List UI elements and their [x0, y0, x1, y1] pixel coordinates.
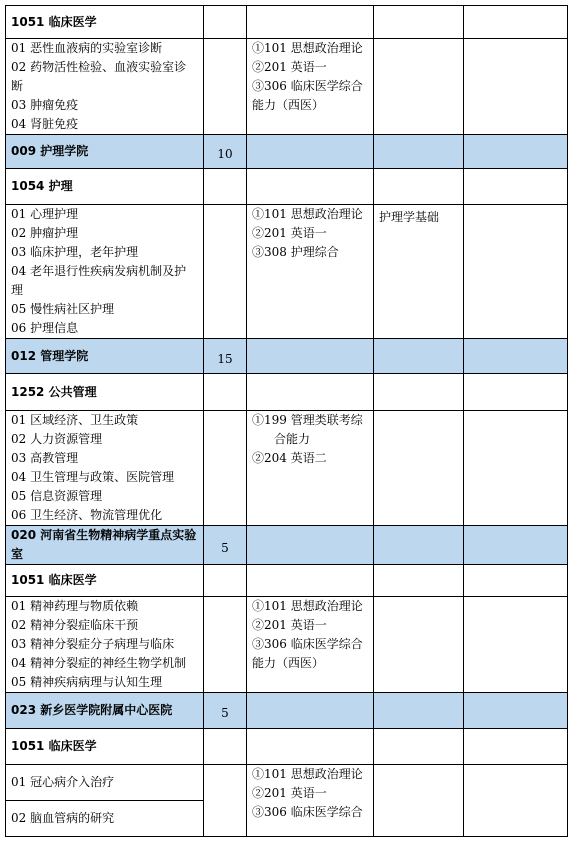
direction-item: 01 区域经济、卫生政策: [11, 413, 139, 427]
college-name: 020 河南省生物精神病学重点实验室: [6, 526, 204, 565]
subject-item: ②201 英语一: [252, 618, 327, 632]
reexam-cell: [374, 169, 464, 205]
enrollment-count: [204, 169, 247, 205]
subject-item: 能力（西医）: [252, 656, 325, 670]
remarks-cell: [464, 374, 568, 411]
direction-item: 02 人力资源管理: [11, 432, 103, 446]
direction-item: 06 卫生经济、物流管理优化: [11, 508, 163, 522]
remarks-cell: [464, 693, 568, 729]
direction-item: 01 冠心病介入治疗: [6, 765, 204, 801]
direction-item: 断: [11, 79, 24, 93]
major-name: 1051 临床医学: [6, 6, 204, 39]
direction-row: [6, 597, 568, 693]
direction-item: 04 老年退行性疾病发病机制及护: [11, 264, 187, 278]
subject-item: ③308 护理综合: [252, 245, 339, 259]
directions-cell: [6, 39, 204, 135]
subject-item: ①101 思想政治理论: [252, 41, 363, 55]
direction-item: 03 肿瘤免疫: [11, 98, 79, 112]
subjects-cell: [247, 597, 374, 693]
major-name: 1054 护理: [6, 169, 204, 205]
enrollment-count: [204, 729, 247, 765]
college-row: [6, 693, 568, 729]
subject-item: ①101 思想政治理论: [252, 599, 363, 613]
major-name: 1051 临床医学: [6, 565, 204, 597]
remarks-cell: [464, 526, 568, 565]
subject-item: ①101 思想政治理论: [252, 207, 363, 221]
remarks-cell: [464, 765, 568, 837]
major-row: [6, 565, 568, 597]
subject-item: ①199 管理类联考综: [252, 413, 363, 427]
direction-item: 03 高教管理: [11, 451, 79, 465]
subject-item: ②201 英语一: [252, 226, 327, 240]
enrollment-count: [204, 6, 247, 39]
remarks-cell: [464, 411, 568, 526]
subjects-cell: [247, 526, 374, 565]
subjects-cell: [247, 765, 374, 837]
subject-item: ③306 临床医学综合: [252, 805, 363, 819]
direction-item: 04 卫生管理与政策、医院管理: [11, 470, 175, 484]
subjects-cell: [247, 135, 374, 169]
reexam-cell: [374, 729, 464, 765]
reexam-cell: [374, 411, 464, 526]
direction-item: 05 精神疾病病理与认知生理: [11, 675, 163, 689]
remarks-cell: [464, 39, 568, 135]
subjects-cell: [247, 729, 374, 765]
direction-item: 02 肿瘤护理: [11, 226, 79, 240]
enrollment-count: [204, 565, 247, 597]
remarks-cell: [464, 6, 568, 39]
reexam-cell: [374, 6, 464, 39]
enrollment-count: [204, 374, 247, 411]
subjects-cell: [247, 205, 374, 339]
enrollment-count: [204, 411, 247, 526]
college-name: 009 护理学院: [6, 135, 204, 169]
direction-item: 04 肾脏免疫: [11, 117, 79, 131]
enrollment-count: 15: [204, 339, 247, 374]
direction-row: [6, 411, 568, 526]
subject-item: 能力（西医）: [252, 98, 325, 112]
direction-item: 02 脑血管病的研究: [6, 801, 204, 837]
subjects-cell: [247, 374, 374, 411]
direction-item: 04 精神分裂症的神经生物学机制: [11, 656, 187, 670]
direction-row: [6, 205, 568, 339]
subject-item: ③306 临床医学综合: [252, 79, 363, 93]
major-name: 1252 公共管理: [6, 374, 204, 411]
college-name: 012 管理学院: [6, 339, 204, 374]
enrollment-count: [204, 205, 247, 339]
direction-item: 03 临床护理，老年护理: [11, 245, 139, 259]
directions-cell: [6, 597, 204, 693]
subjects-cell: [247, 693, 374, 729]
reexam-cell: 护理学基础: [374, 205, 464, 339]
subjects-cell: [247, 411, 374, 526]
college-row: [6, 339, 568, 374]
direction-item: 01 精神药理与物质依赖: [11, 599, 139, 613]
direction-item: 05 慢性病社区护理: [11, 302, 115, 316]
major-row: [6, 169, 568, 205]
direction-item: 03 精神分裂症分子病理与临床: [11, 637, 175, 651]
college-row: [6, 135, 568, 169]
direction-item: 02 精神分裂症临床干预: [11, 618, 139, 632]
direction-item: 02 药物活性检验、血液实验室诊: [11, 60, 187, 74]
remarks-cell: [464, 205, 568, 339]
enrollment-count: [204, 765, 247, 837]
major-row: [6, 374, 568, 411]
subject-item: ②201 英语一: [252, 786, 327, 800]
reexam-cell: [374, 597, 464, 693]
direction-item: 05 信息资源管理: [11, 489, 103, 503]
catalog-body: [6, 6, 568, 837]
remarks-cell: [464, 135, 568, 169]
reexam-cell: [374, 339, 464, 374]
reexam-cell: [374, 693, 464, 729]
enrollment-count: 5: [204, 693, 247, 729]
subject-item: ②201 英语一: [252, 60, 327, 74]
subjects-cell: [247, 39, 374, 135]
subjects-cell: [247, 565, 374, 597]
subjects-cell: [247, 6, 374, 39]
reexam-cell: [374, 765, 464, 837]
direction-item: 06 护理信息: [11, 321, 79, 335]
remarks-cell: [464, 597, 568, 693]
major-row: [6, 729, 568, 765]
directions-cell: [6, 205, 204, 339]
enrollment-count: 10: [204, 135, 247, 169]
reexam-cell: [374, 526, 464, 565]
direction-item: 01 心理护理: [11, 207, 79, 221]
college-row: [6, 526, 568, 565]
direction-item: 理: [11, 283, 24, 297]
major-name: 1051 临床医学: [6, 729, 204, 765]
reexam-cell: [374, 374, 464, 411]
subjects-cell: [247, 169, 374, 205]
enrollment-count: [204, 597, 247, 693]
reexam-cell: [374, 135, 464, 169]
major-row: [6, 6, 568, 39]
directions-cell: [6, 411, 204, 526]
reexam-cell: [374, 39, 464, 135]
subjects-cell: [247, 339, 374, 374]
direction-item: 01 恶性血液病的实验室诊断: [11, 41, 163, 55]
direction-row: [6, 39, 568, 135]
remarks-cell: [464, 565, 568, 597]
remarks-cell: [464, 339, 568, 374]
subject-item: ③306 临床医学综合: [252, 637, 363, 651]
catalog-table: [5, 5, 568, 837]
remarks-cell: [464, 169, 568, 205]
reexam-cell: [374, 565, 464, 597]
enrollment-count: [204, 39, 247, 135]
direction-row: [6, 765, 568, 801]
enrollment-count: 5: [204, 526, 247, 565]
college-name: 023 新乡医学院附属中心医院: [6, 693, 204, 729]
remarks-cell: [464, 729, 568, 765]
subject-item: 合能力: [274, 432, 311, 446]
subject-item: ②204 英语二: [252, 451, 327, 465]
subject-item: ①101 思想政治理论: [252, 767, 363, 781]
